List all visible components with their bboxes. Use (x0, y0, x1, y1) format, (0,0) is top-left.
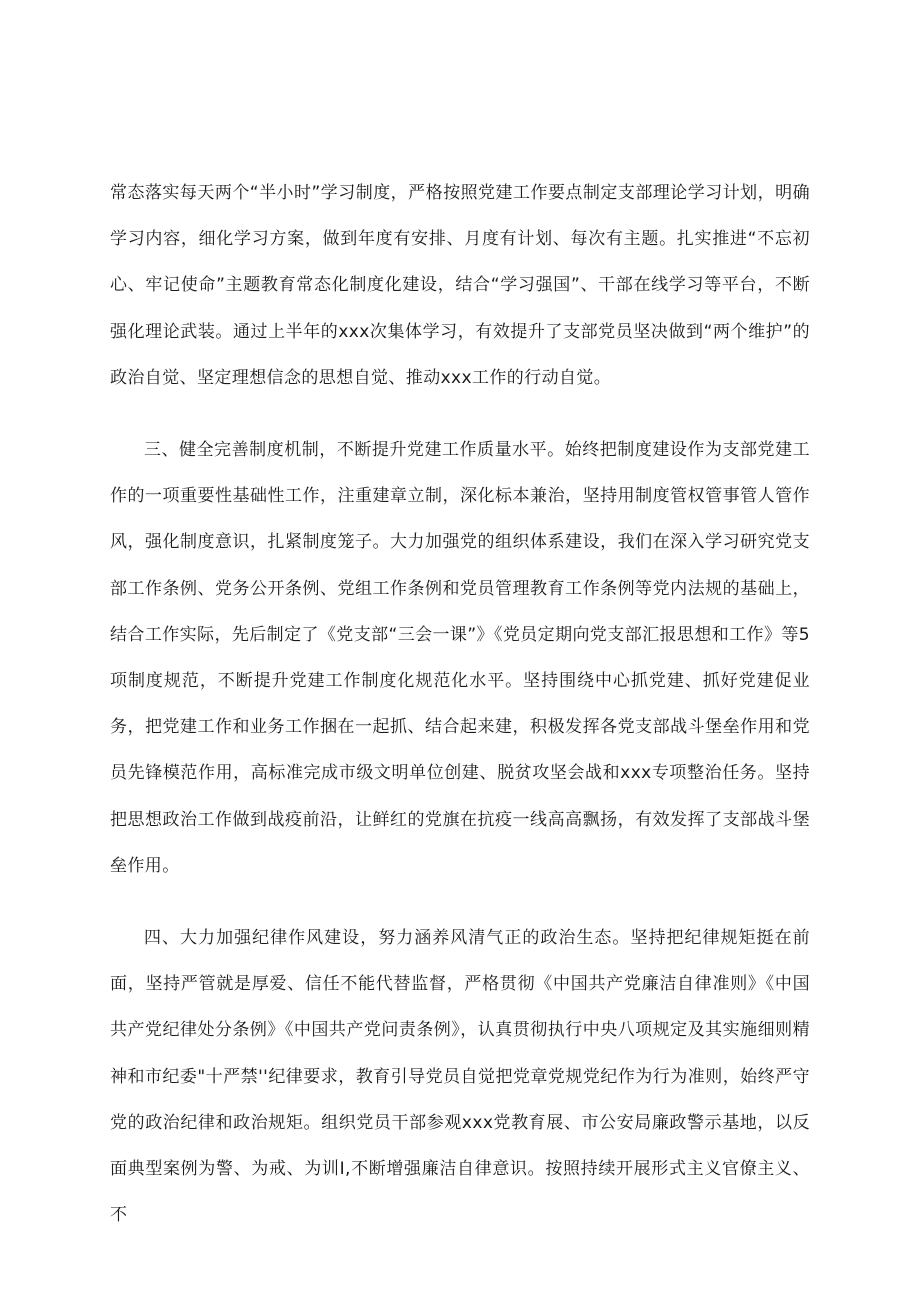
paragraph-study-system: 常态落实每天两个“半小时”学习制度，严格按照党建工作要点制定支部理论学习计划，明确学习内容，细化学习方案，做到年度有安排、月度有计划、每次有主题。扎实推进“不忘初心、牢记使命”主题教育常态化制度化建设，结合“学习强国”、干部在线学习等平台，不断强化理论武装。通过上半年的xxx次集体学习，有效提升了支部党员坚决做到“两个维护”的政治自觉、坚定理想信念的思想自觉、推动xxx工作的行动自觉。 (110, 183, 810, 388)
paragraph-section-three: 三、健全完善制度机制，不断提升党建工作质量水平。始终把制度建设作为支部党建工作的一项重要性基础性工作，注重建章立制，深化标本兼治，坚持用制度管权管事管人管作风，强化制度意识，扎紧制度笼子。大力加强党的组织体系建设，我们在深入学习研究党支部工作条例、党务公开条例、党组工作条例和党员管理教育工作条例等党内法规的基础上，结合工作实际，先后制定了《党支部“三会一课”》《党员定期向党支部汇报思想和工作》等5项制度规范，不断提升党建工作制度化规范化水平。坚持围绕中心抓党建、抓好党建促业务，把党建工作和业务工作捆在一起抓、结合起来建，积极发挥各党支部战斗堡垒作用和党员先锋模范作用，高标准完成市级文明单位创建、脱贫攻坚会战和xxx专项整治任务。坚持把思想政治工作做到战疫前沿，让鲜红的党旗在抗疫一线高高飘扬，有效发挥了支部战斗堡垒作用。 (110, 440, 810, 876)
paragraph-section-four: 四、大力加强纪律作风建设，努力涵养风清气正的政治生态。坚持把纪律规矩挺在前面，坚持严管就是厚爱、信任不能代替监督，严格贯彻《中国共产党廉洁自律准则》《中国共产党纪律处分条例》《中国共产党问责条例》，认真贯彻执行中央八项规定及其实施细则精神和市纪委"十严禁''纪律要求，教育引导党员自觉把党章党规党纪作为行为准则，始终严守党的政治纪律和政治规矩。组织党员干部参观xxx党教育展、市公安局廉政警示基地，以反面典型案例为警、为戒、为训I,不断增强廉洁自律意识。按照持续开展形式主义官僚主义、不 (110, 928, 810, 1226)
